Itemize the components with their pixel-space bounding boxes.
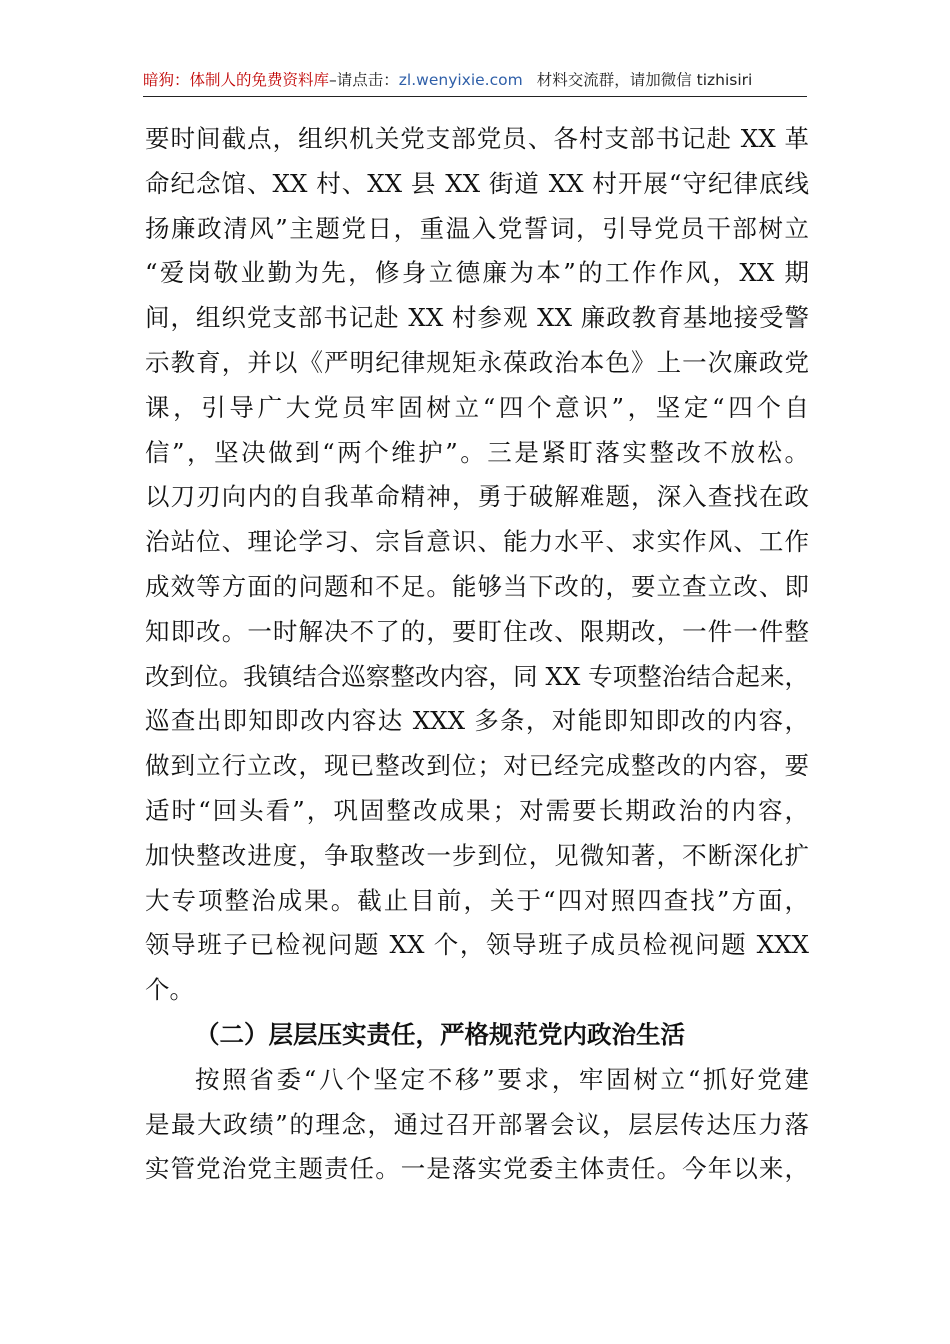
paragraph-line: 个。 <box>145 975 194 1005</box>
paragraph-line: 信”，坚决做到“两个维护”。三是紧盯落实整改不放松。 <box>145 437 809 467</box>
paragraph-line: 适时“回头看”，巩固整改成果；对需要长期政治的内容， <box>145 795 809 825</box>
paragraph-line: 做到立行立改，现已整改到位；对已经完成整改的内容，要 <box>145 751 809 781</box>
paragraph-line: 加快整改进度，争取整改一步到位，见微知著，不断深化扩 <box>145 840 809 870</box>
paragraph-line: 治站位、理论学习、宗旨意识、能力水平、求实作风、工作 <box>145 527 809 557</box>
page-header <box>143 66 807 97</box>
paragraph-line: 要时间截点，组织机关党支部党员、各村支部书记赴 XX 革 <box>145 124 809 153</box>
header-click-prompt: –请点击： <box>329 71 399 89</box>
paragraph-line: 改到位。我镇结合巡察整改内容，同 XX 专项整治结合起来， <box>145 661 809 691</box>
paragraph-line: 命纪念馆、XX 村、XX 县 XX 街道 XX 村开展“守纪律底线 <box>145 168 809 198</box>
header-url-link[interactable]: zl.wenyixie.com <box>398 71 523 89</box>
paragraph-line: 按照省委“八个坚定不移”要求，牢固树立“抓好党建 <box>195 1064 809 1094</box>
paragraph-line: 知即改。一时解决不了的，要盯住改、限期改，一件一件整 <box>145 616 809 646</box>
paragraph-line: 大专项整治成果。截止目前，关于“四对照四查找”方面， <box>145 885 809 915</box>
paragraph-1 <box>145 117 809 1013</box>
paragraph-line: 成效等方面的问题和不足。能够当下改的，要立查立改、即 <box>145 571 809 601</box>
paragraph-line: 领导班子已检视问题 XX 个，领导班子成员检视问题 XXX <box>145 930 809 960</box>
paragraph-line: 课，引导广大党员牢固树立“四个意识”，坚定“四个自 <box>145 392 809 422</box>
paragraph-line: 巡查出即知即改内容达 XXX 多条，对能即知即改的内容， <box>145 706 809 736</box>
paragraph-line: “爱岗敬业勤为先，修身立德廉为本”的工作作风，XX 期 <box>145 258 809 288</box>
paragraph-line: 间，组织党支部书记赴 XX 村参观 XX 廉政教育基地接受警 <box>145 303 809 333</box>
paragraph-line: 扬廉政清风”主题党日，重温入党誓词，引导党员干部树立 <box>145 213 809 243</box>
paragraph-line: 以刀刃向内的自我革命精神，勇于破解难题，深入查找在政 <box>145 482 809 512</box>
paragraph-line: 是最大政绩”的理念，通过召开部署会议，层层传达压力落 <box>145 1109 809 1139</box>
header-group-note: 材料交流群，请加微信 tizhisiri <box>536 71 753 89</box>
paragraph-2 <box>145 1058 809 1192</box>
paragraph-line: 实管党治党主题责任。一是落实党委主体责任。今年以来， <box>145 1154 809 1184</box>
header-site-name: 暗狗：体制人的免费资料库 <box>143 71 330 89</box>
document-body <box>145 117 809 1192</box>
paragraph-line: 示教育，并以《严明纪律规矩永葆政治本色》上一次廉政党 <box>145 347 809 377</box>
section-heading: （二）层层压实责任，严格规范党内政治生活 <box>195 1019 685 1049</box>
